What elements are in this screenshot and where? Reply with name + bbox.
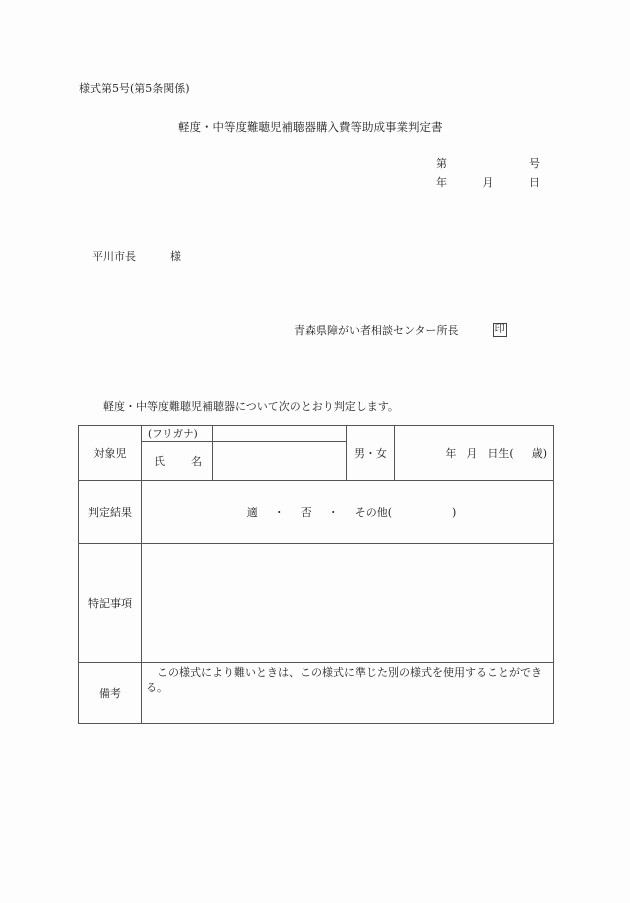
furigana-field[interactable]	[213, 426, 347, 442]
form-number: 様式第5号(第5条関係)	[79, 82, 190, 95]
sender-name: 青森県障がい者相談センター所長	[294, 324, 459, 337]
notes-field[interactable]	[142, 544, 554, 663]
table-row-remarks	[79, 663, 554, 724]
date-day: 日	[529, 176, 540, 189]
table-row-result	[79, 481, 554, 544]
date-month: 月	[482, 176, 494, 189]
notes-label: 特記事項	[79, 544, 142, 663]
table-row-notes	[79, 544, 554, 663]
result-option-suitable[interactable]: 適	[246, 506, 258, 519]
result-option-unsuitable[interactable]: 否	[300, 506, 312, 519]
name-field[interactable]	[213, 442, 347, 481]
document-date	[436, 174, 540, 190]
separator: ・	[327, 506, 339, 519]
age: 歳)	[531, 447, 547, 460]
date-year: 年	[436, 176, 447, 189]
birth-year: 年	[445, 447, 457, 460]
sender	[294, 322, 507, 338]
table-row-subject-furigana	[79, 426, 554, 442]
document-number	[436, 155, 540, 171]
name-label-1: 氏	[154, 455, 165, 468]
birthdate-field[interactable]	[395, 426, 554, 481]
addressee-honorific: 様	[170, 250, 181, 263]
intro-text: 軽度・中等度難聴児補聴器について次のとおり判定します。	[103, 400, 399, 413]
name-label	[142, 442, 213, 481]
remarks-text: この様式により難いときは、この様式に準じた別の様式を使用することができる。	[142, 663, 554, 724]
subject-label: 対象児	[79, 426, 142, 481]
separator: ・	[273, 506, 285, 519]
birth-month: 月	[466, 447, 478, 460]
addressee	[92, 248, 181, 264]
addressee-name: 平川市長	[92, 250, 136, 263]
sex-field[interactable]: 男・女	[347, 426, 395, 481]
result-options[interactable]	[142, 481, 554, 544]
name-label-2: 名	[191, 455, 202, 468]
remarks-label: 備考	[79, 663, 142, 724]
paren-close: )	[452, 506, 457, 519]
number-prefix: 第	[436, 157, 447, 170]
furigana-label: (フリガナ)	[142, 426, 213, 442]
number-suffix: 号	[529, 157, 540, 170]
result-option-other[interactable]: その他(	[354, 506, 392, 519]
birth-day: 日生(	[487, 447, 514, 460]
judgment-table	[78, 425, 554, 724]
document-title: 軽度・中等度難聴児補聴器購入費等助成事業判定書	[178, 120, 443, 134]
result-label: 判定結果	[79, 481, 142, 544]
seal-icon: 印	[494, 324, 505, 335]
